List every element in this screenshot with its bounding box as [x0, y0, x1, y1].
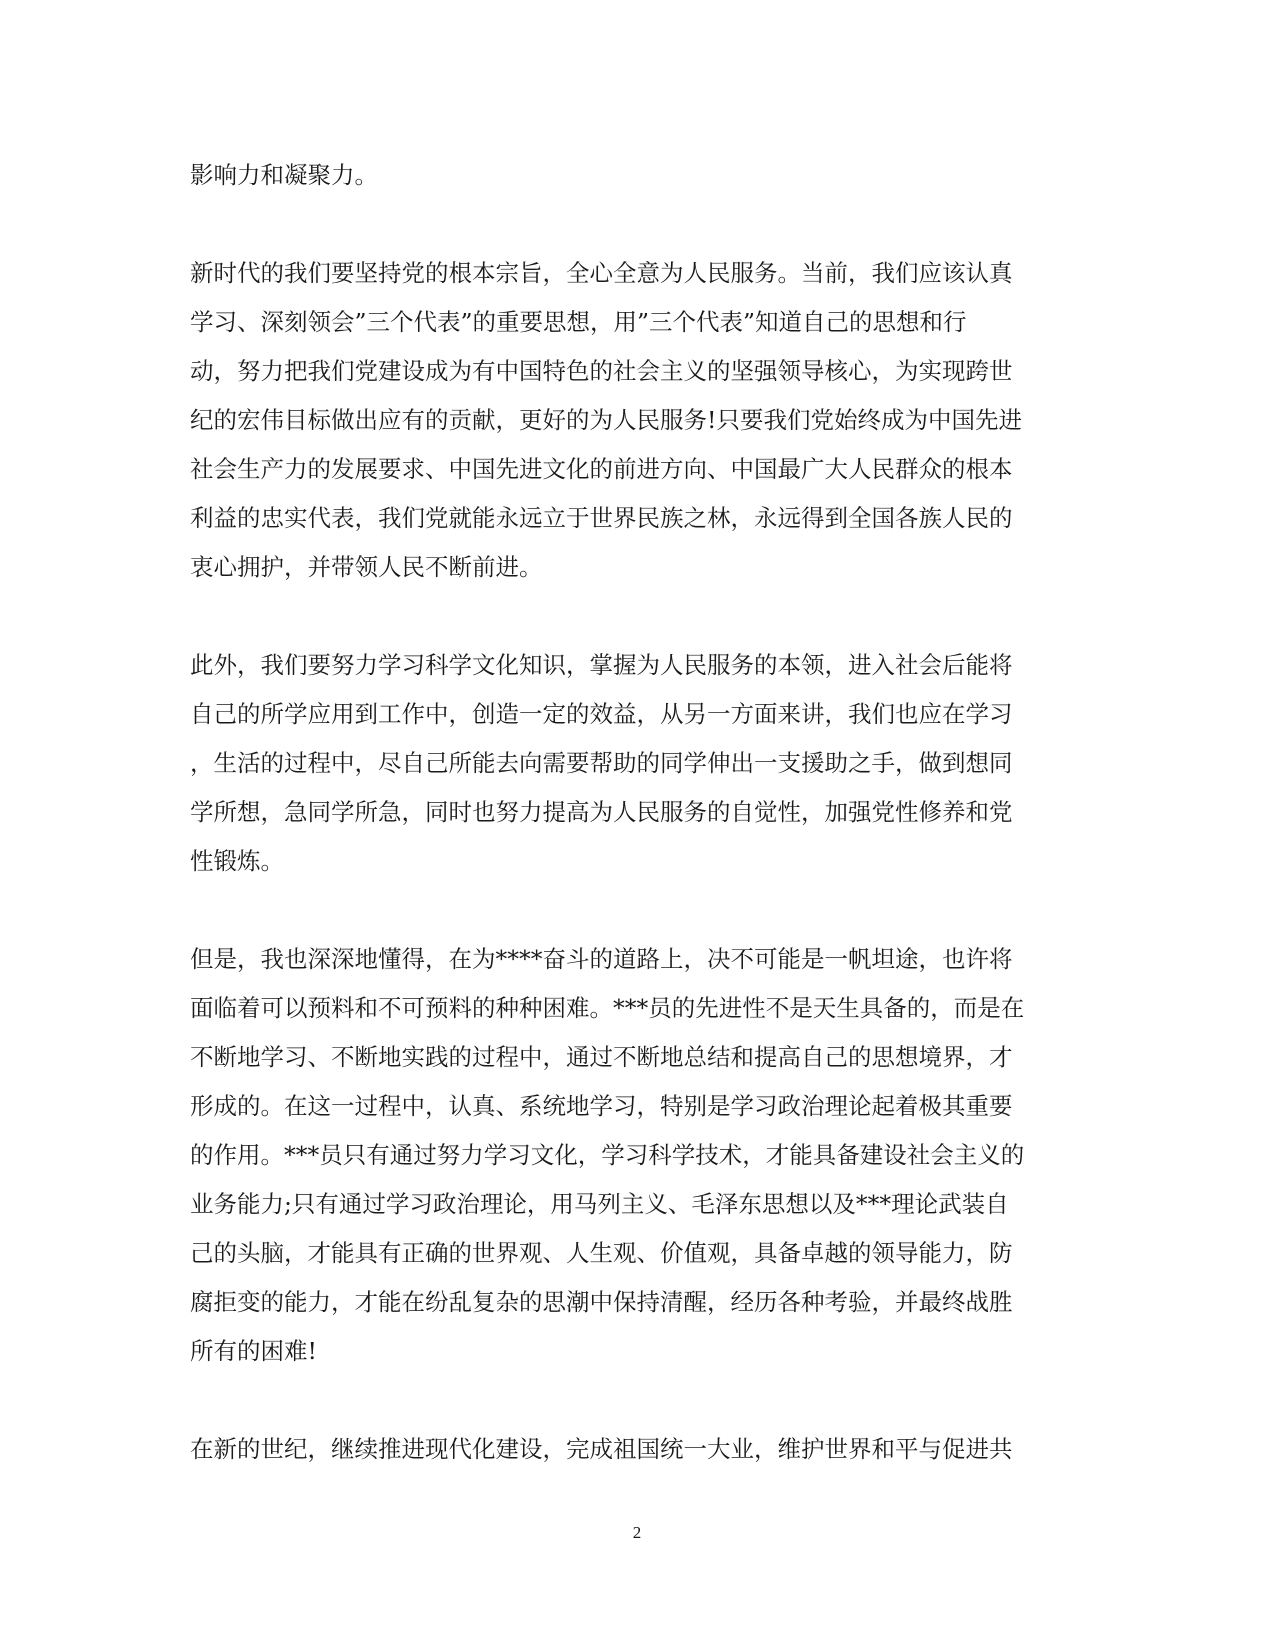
text-line: 腐拒变的能力，才能在纷乱复杂的思潮中保持清醒，经历各种考验，并最终战胜 [190, 1288, 1013, 1316]
paragraph [190, 641, 1090, 886]
text-line: 己的头脑，才能具有正确的世界观、人生观、价值观，具备卓越的领导能力，防 [190, 1239, 1013, 1267]
text-line: 社会生产力的发展要求、中国先进文化的前进方向、中国最广大人民群众的根本 [190, 455, 1013, 483]
text-line: 业务能力;只有通过学习政治理论，用马列主义、毛泽东思想以及***理论武装自 [190, 1190, 1009, 1218]
paragraph-gap [190, 886, 1090, 935]
page-number: 2 [632, 1523, 642, 1542]
paragraph [190, 1425, 1090, 1474]
text-line: 衷心拥护，并带领人民不断前进。 [190, 553, 543, 581]
text-line: 动，努力把我们党建设成为有中国特色的社会主义的坚强领导核心，为实现跨世 [190, 357, 1013, 385]
paragraph [190, 249, 1090, 592]
paragraph-gap [190, 592, 1090, 641]
text-line: 性锻炼。 [190, 847, 284, 875]
text-line: 所有的困难! [190, 1337, 317, 1365]
text-line: 不断地学习、不断地实践的过程中，通过不断地总结和提高自己的思想境界，才 [190, 1043, 1013, 1071]
paragraph-gap [190, 1376, 1090, 1425]
text-line: 利益的忠实代表，我们党就能永远立于世界民族之林，永远得到全国各族人民的 [190, 504, 1013, 532]
text-line: ，生活的过程中，尽自己所能去向需要帮助的同学伸出一支援助之手，做到想同 [190, 749, 1013, 777]
text-line: 但是，我也深深地懂得，在为****奋斗的道路上，决不可能是一帆坦途，也许将 [190, 945, 1013, 973]
text-line: 自己的所学应用到工作中，创造一定的效益，从另一方面来讲，我们也应在学习 [190, 700, 1013, 728]
text-line: 面临着可以预料和不可预料的种种困难。***员的先进性不是天生具备的，而是在 [190, 994, 1025, 1022]
paragraph [190, 151, 1090, 200]
text-line: 学习、深刻领会”三个代表”的重要思想，用”三个代表”知道自己的思想和行 [190, 308, 967, 336]
text-line: 学所想，急同学所急，同时也努力提高为人民服务的自觉性，加强党性修养和党 [190, 798, 1013, 826]
text-line: 的作用。***员只有通过努力学习文化，学习科学技术，才能具备建设社会主义的 [190, 1141, 1025, 1169]
text-line: 形成的。在这一过程中，认真、系统地学习，特别是学习政治理论起着极其重要 [190, 1092, 1013, 1120]
text-line: 影响力和凝聚力。 [190, 161, 378, 189]
text-line: 新时代的我们要坚持党的根本宗旨，全心全意为人民服务。当前，我们应该认真 [190, 259, 1013, 287]
paragraph [190, 935, 1090, 1376]
text-line: 此外，我们要努力学习科学文化知识，掌握为人民服务的本领，进入社会后能将 [190, 651, 1013, 679]
document-body [190, 151, 1090, 1474]
text-line: 纪的宏伟目标做出应有的贡献，更好的为人民服务!只要我们党始终成为中国先进 [190, 406, 1022, 434]
text-line: 在新的世纪，继续推进现代化建设，完成祖国统一大业，维护世界和平与促进共 [190, 1435, 1013, 1463]
paragraph-gap [190, 200, 1090, 249]
